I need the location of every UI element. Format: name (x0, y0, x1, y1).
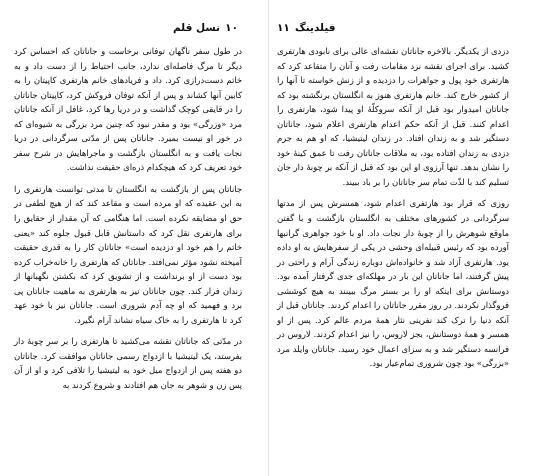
page-number: ۱۱ (277, 22, 290, 34)
right-page-header (269, 22, 537, 38)
left-page-header (0, 22, 268, 38)
running-title: نسل قلم (172, 22, 220, 34)
running-title: فیلدینگ (295, 22, 336, 34)
paragraph: در مدّتی که جاناتان نقشه می‌کشید تا هارتفری را بر سر چوبهٔ دار بفرستد، یک لیتیشیا با ازدواج رسمی جاناتان موافقت کرد. جاناتان دو هفته پس از ازدواج میل خود به لیتیشیا را تلافی کرد و او از آن پس زن و شوهر به جان هم افتادند و شروع کردند به (14, 336, 242, 391)
page-number: ۱۰ (225, 22, 238, 34)
paragraph: در طول سفر ناگهان توفانی برخاست و جاناتان که احساس کرد دیگر تا مرگ فاصله‌ای ندارد، جانب احتیاط را از دست داد و به خاتم دست‌درازی کرد. داد و فریادهای خانم هارتفری کاپیتان را به کابین آنها کشاند و پس از آنکه توفان فروکش کرد، کاپیتان جاناتان را در قایقی کوچک گذاشت و در دریا رها کرد، غافل از آنکه جاناتان مرد «وزرگی» بود و مقدر نبود که چنین مرد بزرگی به شیوه‌ای که در خور او نیست بمیرد. جاناتان پس از مدّتی سرگردانی در دریا نجات یافت و به انگلستان بازگشت و ماجراهایش در شرح سفر خود تعریف کرد که هیچکدام ذره‌ای حقیقت نداشت. (14, 46, 242, 173)
left-page (0, 0, 268, 476)
right-page-body (277, 44, 509, 371)
paragraph: دزدی از یکدیگر. بالاخره جاناتان نقشه‌ای عالی برای نابودی هارتفری کشید. برای اجرای نقشه نزد مقامات رفت و آنان را متقاعد کرد که هارتفری خود پول و جواهرات را دزدیده و از زنش خواسته تا آنها را از کشور خارج کند. خانم هارتفری هنوز به انگلستان برنگشته بود که جاناتان امیدوار بود قبل از آنکه سروکلّهٔ او پیدا شود، هارتفری را اعدام کنند. قبل از آنکه حکم اعدام هارتفری اعلام شود، جاناتان دستگیر شد و به زندان افتاد. در زندان لیتیشیا، که او هم به جرم دزدی به زندان افتاده بود، به ملاقات جاناتان رفت تا عمق کینهٔ خود را نشان بدهد. تنها آرزوی او این بود که قبل از آنکه بر چوبهٔ دار جان تسلیم کند با لذّت تمام سر جاناتان را بر باد ببیند. (277, 46, 509, 187)
paragraph: جاناتان پس از بازگشت به انگلستان تا مدتی توانست هارتفری را به این عقیده که او مرده است و مقاعد کند که از هیچ لطفی در حق او مضایقه نکرده است. اما هنگامی که آن مقدار از حقایق را برای هارتفری نقل کرد که داستانش قابل قبول جلوه کند «یعنی خاتم را هم خود او دزدیده است» جاناتان کار را به قدری حقیقت آمیخته نشود مؤثر نمی‌افتد. جاناتان که هارتفری را خانه‌خراب کرده بود دست از او برنداشت و از تشویق کرد که بکشتن نگهبانها از زندان فرار کند. چون جاناتان نیز به هارتفری به ماهیت جاناتان پی برد و فهمید که او چه آدم شروری است. جاناتان نیز با خود عهد کرد تا هارتفری را به خاک سیاه نشاند آرام نگیرد. (14, 183, 242, 325)
paragraph: روزی که قرار بود هارتفری اعدام شود، همسرش پس از مدتها سرگردانی در کشورهای مختلف به انگلستان بازگشت و با گفتن ماوقع شوهرش را از چوبهٔ دار نجات داد. او با خود جواهری گرانبها آورده بود که رئیس قبیله‌ای وحشی در یکی از سفرهایش به او داده بود. هارتفری آزاد شد و خانواده‌اش دوباره زندگی آرام و راحتی در پیش گرفتند، اما جاناتان این بار در مهلکه‌ای جدی گرفتار آمده بود. دوستانش برای اینکه او را بر بستر مرگ ببینند به هیچ کوششی فروگذار نکردند. در روز مقرر جاناتان را اعدام کردند. جاناتان قبل از آنکه دنیا را ترک کند نفرینی نثار همهٔ مردم عالم کرد. پس از او همسر و همهٔ دوستانش، بجز لاروس، را نیز اعدام کردند. لاروس در فرانسه دستگیر شد و به سزای اعمال خود رسید. جاناتان وایلد مرد «بزرگی» بود چون شروری تمام‌عیار بود. (277, 198, 509, 369)
left-page-body (14, 44, 242, 393)
right-page (269, 0, 537, 476)
